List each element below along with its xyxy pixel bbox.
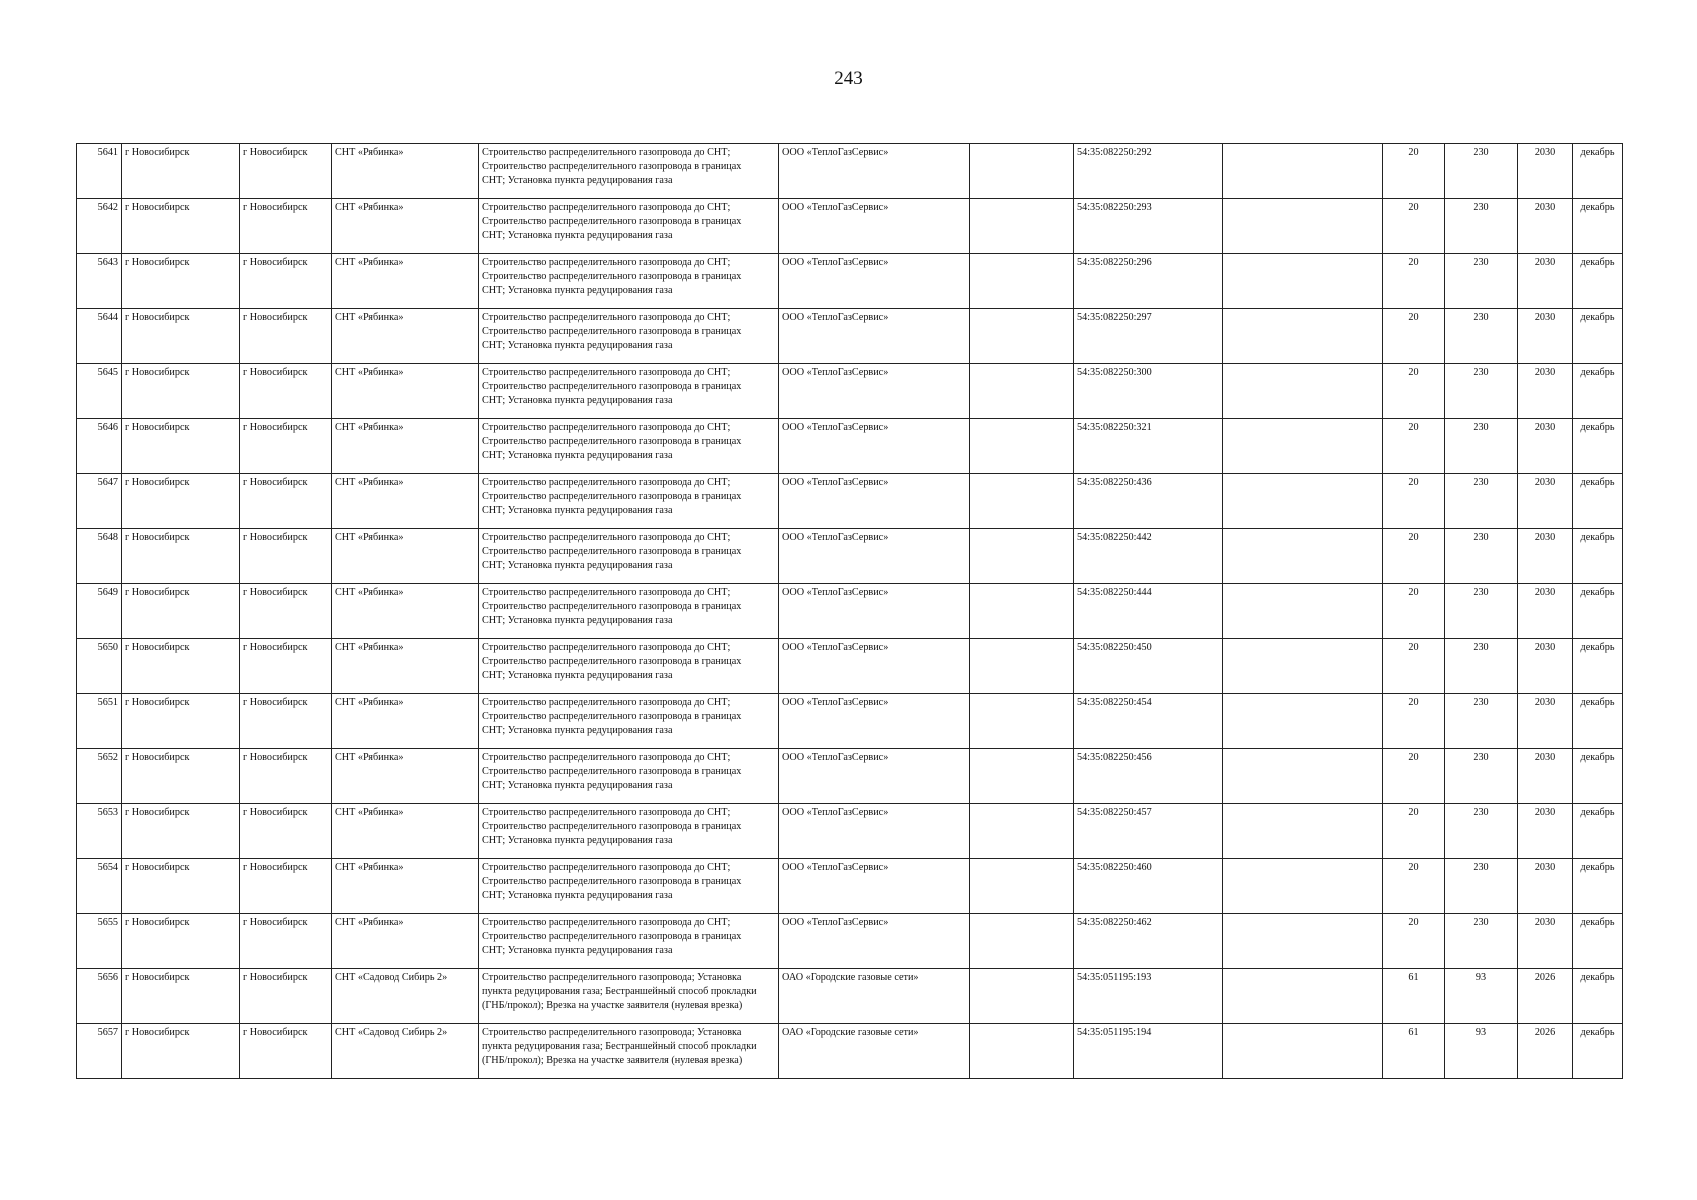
object-cell: СНТ «Рябинка»: [332, 144, 479, 199]
work-description-cell: [479, 1024, 779, 1079]
month-cell: декабрь: [1573, 859, 1623, 914]
work-description-line: Строительство распределительного газопровода до СНТ;: [482, 587, 731, 598]
work-description-line: СНТ; Установка пункта редуцирования газа: [482, 779, 673, 791]
value-2-cell: 230: [1445, 364, 1518, 419]
city-cell: г Новосибирск: [240, 1024, 332, 1079]
work-description-cell: [479, 914, 779, 969]
empty-cell: [970, 144, 1074, 199]
organization-cell: ООО «ТеплоГазСервис»: [779, 859, 970, 914]
work-description-cell: [479, 529, 779, 584]
district-cell: г Новосибирск: [122, 254, 240, 309]
work-description-line: Строительство распределительного газопровода до СНТ;: [482, 862, 731, 873]
year-cell: 2030: [1518, 804, 1573, 859]
cadastral-number-cell: 54:35:082250:444: [1074, 584, 1223, 639]
row-number: 5648: [77, 529, 122, 584]
work-description-line: Строительство распределительного газопровода в границах: [482, 655, 742, 667]
year-cell: 2030: [1518, 749, 1573, 804]
work-description-cell: [479, 804, 779, 859]
value-2-cell: 230: [1445, 199, 1518, 254]
work-description-line: Строительство распределительного газопровода до СНТ;: [482, 917, 731, 928]
district-cell: г Новосибирск: [122, 419, 240, 474]
cadastral-number-cell: 54:35:082250:296: [1074, 254, 1223, 309]
row-number: 5647: [77, 474, 122, 529]
table-row: [77, 584, 1623, 639]
empty-cell: [970, 859, 1074, 914]
district-cell: г Новосибирск: [122, 584, 240, 639]
object-cell: СНТ «Рябинка»: [332, 584, 479, 639]
month-cell: декабрь: [1573, 144, 1623, 199]
organization-cell: ООО «ТеплоГазСервис»: [779, 199, 970, 254]
work-description-line: СНТ; Установка пункта редуцирования газа: [482, 284, 673, 296]
cadastral-number-cell: 54:35:082250:450: [1074, 639, 1223, 694]
object-cell: СНТ «Садовод Сибирь 2»: [332, 969, 479, 1024]
value-1-cell: 20: [1383, 639, 1445, 694]
year-cell: 2030: [1518, 584, 1573, 639]
value-1-cell: 20: [1383, 914, 1445, 969]
year-cell: 2030: [1518, 419, 1573, 474]
year-cell: 2030: [1518, 859, 1573, 914]
organization-cell: ООО «ТеплоГазСервис»: [779, 639, 970, 694]
empty-cell: [1223, 1024, 1383, 1079]
object-cell: СНТ «Рябинка»: [332, 364, 479, 419]
organization-cell: ООО «ТеплоГазСервис»: [779, 584, 970, 639]
city-cell: г Новосибирск: [240, 199, 332, 254]
work-description-line: СНТ; Установка пункта редуцирования газа: [482, 449, 673, 461]
work-description-line: Строительство распределительного газопровода до СНТ;: [482, 697, 731, 708]
table-row: [77, 309, 1623, 364]
organization-cell: ООО «ТеплоГазСервис»: [779, 914, 970, 969]
city-cell: г Новосибирск: [240, 364, 332, 419]
district-cell: г Новосибирск: [122, 859, 240, 914]
cadastral-number-cell: 54:35:082250:321: [1074, 419, 1223, 474]
work-description-line: Строительство распределительного газопровода до СНТ;: [482, 202, 731, 213]
object-cell: СНТ «Садовод Сибирь 2»: [332, 1024, 479, 1079]
empty-cell: [1223, 639, 1383, 694]
month-cell: декабрь: [1573, 254, 1623, 309]
work-description-line: Строительство распределительного газопровода в границах: [482, 875, 742, 887]
empty-cell: [970, 749, 1074, 804]
table-row: [77, 529, 1623, 584]
value-2-cell: 230: [1445, 254, 1518, 309]
work-description-line: Строительство распределительного газопровода до СНТ;: [482, 807, 731, 818]
row-number: 5653: [77, 804, 122, 859]
object-cell: СНТ «Рябинка»: [332, 309, 479, 364]
work-description-line: СНТ; Установка пункта редуцирования газа: [482, 229, 673, 241]
district-cell: г Новосибирск: [122, 804, 240, 859]
work-description-line: пункта редуцирования газа; Бестраншейный способ прокладки: [482, 985, 757, 997]
work-description-line: СНТ; Установка пункта редуцирования газа: [482, 339, 673, 351]
empty-cell: [1223, 309, 1383, 364]
city-cell: г Новосибирск: [240, 254, 332, 309]
empty-cell: [970, 199, 1074, 254]
month-cell: декабрь: [1573, 914, 1623, 969]
organization-cell: ООО «ТеплоГазСервис»: [779, 474, 970, 529]
table-row: [77, 859, 1623, 914]
month-cell: декабрь: [1573, 419, 1623, 474]
year-cell: 2030: [1518, 914, 1573, 969]
empty-cell: [970, 364, 1074, 419]
work-description-line: Строительство распределительного газопровода в границах: [482, 380, 742, 392]
cadastral-number-cell: 54:35:082250:442: [1074, 529, 1223, 584]
city-cell: г Новосибирск: [240, 474, 332, 529]
district-cell: г Новосибирск: [122, 749, 240, 804]
work-description-cell: [479, 419, 779, 474]
empty-cell: [1223, 474, 1383, 529]
table-row: [77, 969, 1623, 1024]
row-number: 5645: [77, 364, 122, 419]
empty-cell: [970, 529, 1074, 584]
month-cell: декабрь: [1573, 749, 1623, 804]
cadastral-number-cell: 54:35:082250:462: [1074, 914, 1223, 969]
year-cell: 2026: [1518, 1024, 1573, 1079]
work-description-cell: [479, 969, 779, 1024]
work-description-line: СНТ; Установка пункта редуцирования газа: [482, 614, 673, 626]
district-cell: г Новосибирск: [122, 309, 240, 364]
district-cell: г Новосибирск: [122, 529, 240, 584]
city-cell: г Новосибирск: [240, 144, 332, 199]
value-1-cell: 20: [1383, 144, 1445, 199]
district-cell: г Новосибирск: [122, 969, 240, 1024]
empty-cell: [1223, 529, 1383, 584]
empty-cell: [1223, 914, 1383, 969]
organization-cell: ООО «ТеплоГазСервис»: [779, 749, 970, 804]
cadastral-number-cell: 54:35:082250:456: [1074, 749, 1223, 804]
cadastral-number-cell: 54:35:082250:300: [1074, 364, 1223, 419]
district-cell: г Новосибирск: [122, 1024, 240, 1079]
table-row: [77, 694, 1623, 749]
organization-cell: ООО «ТеплоГазСервис»: [779, 529, 970, 584]
organization-cell: ОАО «Городские газовые сети»: [779, 969, 970, 1024]
work-description-line: (ГНБ/прокол); Врезка на участке заявителя (нулевая врезка): [482, 999, 743, 1011]
month-cell: декабрь: [1573, 1024, 1623, 1079]
month-cell: декабрь: [1573, 474, 1623, 529]
year-cell: 2026: [1518, 969, 1573, 1024]
empty-cell: [1223, 254, 1383, 309]
district-cell: г Новосибирск: [122, 199, 240, 254]
city-cell: г Новосибирск: [240, 529, 332, 584]
year-cell: 2030: [1518, 309, 1573, 364]
register-table: [76, 143, 1623, 1079]
cadastral-number-cell: 54:35:082250:460: [1074, 859, 1223, 914]
organization-cell: ООО «ТеплоГазСервис»: [779, 254, 970, 309]
work-description-line: СНТ; Установка пункта редуцирования газа: [482, 394, 673, 406]
value-1-cell: 20: [1383, 804, 1445, 859]
year-cell: 2030: [1518, 694, 1573, 749]
object-cell: СНТ «Рябинка»: [332, 254, 479, 309]
object-cell: СНТ «Рябинка»: [332, 804, 479, 859]
work-description-cell: [479, 749, 779, 804]
value-1-cell: 20: [1383, 529, 1445, 584]
value-2-cell: 230: [1445, 859, 1518, 914]
organization-cell: ООО «ТеплоГазСервис»: [779, 309, 970, 364]
work-description-line: пункта редуцирования газа; Бестраншейный способ прокладки: [482, 1040, 757, 1052]
work-description-line: Строительство распределительного газопровода в границах: [482, 160, 742, 172]
value-2-cell: 230: [1445, 474, 1518, 529]
empty-cell: [970, 804, 1074, 859]
object-cell: СНТ «Рябинка»: [332, 694, 479, 749]
work-description-line: Строительство распределительного газопровода в границах: [482, 765, 742, 777]
cadastral-number-cell: 54:35:082250:436: [1074, 474, 1223, 529]
empty-cell: [1223, 199, 1383, 254]
year-cell: 2030: [1518, 364, 1573, 419]
city-cell: г Новосибирск: [240, 419, 332, 474]
city-cell: г Новосибирск: [240, 584, 332, 639]
object-cell: СНТ «Рябинка»: [332, 419, 479, 474]
row-number: 5656: [77, 969, 122, 1024]
work-description-cell: [479, 584, 779, 639]
cadastral-number-cell: 54:35:051195:194: [1074, 1024, 1223, 1079]
value-1-cell: 20: [1383, 309, 1445, 364]
work-description-line: Строительство распределительного газопровода в границах: [482, 820, 742, 832]
table-row: [77, 639, 1623, 694]
row-number: 5646: [77, 419, 122, 474]
row-number: 5642: [77, 199, 122, 254]
value-2-cell: 230: [1445, 529, 1518, 584]
table-row: [77, 144, 1623, 199]
work-description-line: Строительство распределительного газопровода в границах: [482, 215, 742, 227]
value-2-cell: 230: [1445, 749, 1518, 804]
district-cell: г Новосибирск: [122, 474, 240, 529]
value-1-cell: 20: [1383, 199, 1445, 254]
empty-cell: [1223, 749, 1383, 804]
city-cell: г Новосибирск: [240, 694, 332, 749]
value-2-cell: 230: [1445, 694, 1518, 749]
value-2-cell: 230: [1445, 584, 1518, 639]
row-number: 5644: [77, 309, 122, 364]
work-description-line: СНТ; Установка пункта редуцирования газа: [482, 724, 673, 736]
object-cell: СНТ «Рябинка»: [332, 749, 479, 804]
work-description-cell: [479, 364, 779, 419]
cadastral-number-cell: 54:35:051195:193: [1074, 969, 1223, 1024]
value-1-cell: 61: [1383, 969, 1445, 1024]
organization-cell: ООО «ТеплоГазСервис»: [779, 419, 970, 474]
work-description-cell: [479, 474, 779, 529]
work-description-line: Строительство распределительного газопровода до СНТ;: [482, 312, 731, 323]
work-description-line: СНТ; Установка пункта редуцирования газа: [482, 559, 673, 571]
value-1-cell: 20: [1383, 419, 1445, 474]
object-cell: СНТ «Рябинка»: [332, 199, 479, 254]
value-2-cell: 93: [1445, 1024, 1518, 1079]
work-description-cell: [479, 694, 779, 749]
row-number: 5651: [77, 694, 122, 749]
work-description-cell: [479, 639, 779, 694]
work-description-line: Строительство распределительного газопровода в границах: [482, 545, 742, 557]
month-cell: декабрь: [1573, 309, 1623, 364]
work-description-line: СНТ; Установка пункта редуцирования газа: [482, 834, 673, 846]
year-cell: 2030: [1518, 639, 1573, 694]
year-cell: 2030: [1518, 144, 1573, 199]
work-description-line: СНТ; Установка пункта редуцирования газа: [482, 174, 673, 186]
month-cell: декабрь: [1573, 364, 1623, 419]
city-cell: г Новосибирск: [240, 639, 332, 694]
work-description-cell: [479, 199, 779, 254]
value-1-cell: 20: [1383, 364, 1445, 419]
month-cell: декабрь: [1573, 639, 1623, 694]
organization-cell: ОАО «Городские газовые сети»: [779, 1024, 970, 1079]
year-cell: 2030: [1518, 199, 1573, 254]
table-row: [77, 364, 1623, 419]
empty-cell: [1223, 694, 1383, 749]
work-description-line: Строительство распределительного газопровода в границах: [482, 325, 742, 337]
row-number: 5652: [77, 749, 122, 804]
work-description-line: Строительство распределительного газопровода до СНТ;: [482, 147, 731, 158]
row-number: 5649: [77, 584, 122, 639]
empty-cell: [1223, 969, 1383, 1024]
year-cell: 2030: [1518, 529, 1573, 584]
value-2-cell: 230: [1445, 419, 1518, 474]
organization-cell: ООО «ТеплоГазСервис»: [779, 804, 970, 859]
city-cell: г Новосибирск: [240, 309, 332, 364]
work-description-line: Строительство распределительного газопровода до СНТ;: [482, 422, 731, 433]
work-description-line: Строительство распределительного газопровода до СНТ;: [482, 642, 731, 653]
empty-cell: [1223, 859, 1383, 914]
value-1-cell: 20: [1383, 254, 1445, 309]
city-cell: г Новосибирск: [240, 859, 332, 914]
work-description-line: Строительство распределительного газопровода в границах: [482, 270, 742, 282]
cadastral-number-cell: 54:35:082250:292: [1074, 144, 1223, 199]
work-description-line: Строительство распределительного газопровода; Установка: [482, 972, 742, 983]
work-description-line: Строительство распределительного газопровода до СНТ;: [482, 477, 731, 488]
organization-cell: ООО «ТеплоГазСервис»: [779, 144, 970, 199]
city-cell: г Новосибирск: [240, 804, 332, 859]
work-description-cell: [479, 254, 779, 309]
object-cell: СНТ «Рябинка»: [332, 914, 479, 969]
city-cell: г Новосибирск: [240, 969, 332, 1024]
empty-cell: [970, 694, 1074, 749]
work-description-line: Строительство распределительного газопровода в границах: [482, 710, 742, 722]
empty-cell: [970, 419, 1074, 474]
value-2-cell: 93: [1445, 969, 1518, 1024]
work-description-cell: [479, 144, 779, 199]
value-2-cell: 230: [1445, 309, 1518, 364]
month-cell: декабрь: [1573, 529, 1623, 584]
value-1-cell: 20: [1383, 694, 1445, 749]
value-1-cell: 61: [1383, 1024, 1445, 1079]
work-description-line: СНТ; Установка пункта редуцирования газа: [482, 944, 673, 956]
value-2-cell: 230: [1445, 639, 1518, 694]
district-cell: г Новосибирск: [122, 364, 240, 419]
table-row: [77, 914, 1623, 969]
value-2-cell: 230: [1445, 914, 1518, 969]
cadastral-number-cell: 54:35:082250:454: [1074, 694, 1223, 749]
work-description-line: Строительство распределительного газопровода; Установка: [482, 1027, 742, 1038]
empty-cell: [1223, 804, 1383, 859]
empty-cell: [1223, 364, 1383, 419]
organization-cell: ООО «ТеплоГазСервис»: [779, 364, 970, 419]
table-row: [77, 254, 1623, 309]
work-description-line: Строительство распределительного газопровода до СНТ;: [482, 367, 731, 378]
row-number: 5655: [77, 914, 122, 969]
table-row: [77, 749, 1623, 804]
work-description-line: Строительство распределительного газопровода до СНТ;: [482, 257, 731, 268]
empty-cell: [970, 309, 1074, 364]
work-description-line: СНТ; Установка пункта редуцирования газа: [482, 504, 673, 516]
month-cell: декабрь: [1573, 199, 1623, 254]
month-cell: декабрь: [1573, 804, 1623, 859]
month-cell: декабрь: [1573, 694, 1623, 749]
work-description-cell: [479, 859, 779, 914]
table-row: [77, 804, 1623, 859]
table-row: [77, 199, 1623, 254]
year-cell: 2030: [1518, 254, 1573, 309]
row-number: 5654: [77, 859, 122, 914]
table-row: [77, 474, 1623, 529]
district-cell: г Новосибирск: [122, 694, 240, 749]
row-number: 5650: [77, 639, 122, 694]
month-cell: декабрь: [1573, 969, 1623, 1024]
cadastral-number-cell: 54:35:082250:457: [1074, 804, 1223, 859]
work-description-line: Строительство распределительного газопровода в границах: [482, 930, 742, 942]
object-cell: СНТ «Рябинка»: [332, 529, 479, 584]
cadastral-number-cell: 54:35:082250:293: [1074, 199, 1223, 254]
district-cell: г Новосибирск: [122, 914, 240, 969]
work-description-line: СНТ; Установка пункта редуцирования газа: [482, 889, 673, 901]
empty-cell: [1223, 419, 1383, 474]
work-description-line: СНТ; Установка пункта редуцирования газа: [482, 669, 673, 681]
empty-cell: [970, 969, 1074, 1024]
value-1-cell: 20: [1383, 749, 1445, 804]
empty-cell: [970, 639, 1074, 694]
work-description-line: (ГНБ/прокол); Врезка на участке заявителя (нулевая врезка): [482, 1054, 743, 1066]
empty-cell: [970, 584, 1074, 639]
row-number: 5643: [77, 254, 122, 309]
year-cell: 2030: [1518, 474, 1573, 529]
page-number: 243: [834, 68, 863, 89]
table-body: [77, 144, 1623, 1079]
work-description-line: Строительство распределительного газопровода в границах: [482, 435, 742, 447]
empty-cell: [970, 1024, 1074, 1079]
district-cell: г Новосибирск: [122, 144, 240, 199]
work-description-line: Строительство распределительного газопровода в границах: [482, 600, 742, 612]
month-cell: декабрь: [1573, 584, 1623, 639]
table-row: [77, 1024, 1623, 1079]
work-description-line: Строительство распределительного газопровода в границах: [482, 490, 742, 502]
value-2-cell: 230: [1445, 804, 1518, 859]
row-number: 5657: [77, 1024, 122, 1079]
row-number: 5641: [77, 144, 122, 199]
work-description-line: Строительство распределительного газопровода до СНТ;: [482, 752, 731, 763]
object-cell: СНТ «Рябинка»: [332, 859, 479, 914]
empty-cell: [970, 254, 1074, 309]
object-cell: СНТ «Рябинка»: [332, 639, 479, 694]
value-1-cell: 20: [1383, 859, 1445, 914]
work-description-line: Строительство распределительного газопровода до СНТ;: [482, 532, 731, 543]
value-2-cell: 230: [1445, 144, 1518, 199]
object-cell: СНТ «Рябинка»: [332, 474, 479, 529]
city-cell: г Новосибирск: [240, 914, 332, 969]
empty-cell: [1223, 144, 1383, 199]
work-description-cell: [479, 309, 779, 364]
value-1-cell: 20: [1383, 584, 1445, 639]
city-cell: г Новосибирск: [240, 749, 332, 804]
empty-cell: [970, 474, 1074, 529]
cadastral-number-cell: 54:35:082250:297: [1074, 309, 1223, 364]
value-1-cell: 20: [1383, 474, 1445, 529]
district-cell: г Новосибирск: [122, 639, 240, 694]
empty-cell: [1223, 584, 1383, 639]
empty-cell: [970, 914, 1074, 969]
table-row: [77, 419, 1623, 474]
organization-cell: ООО «ТеплоГазСервис»: [779, 694, 970, 749]
